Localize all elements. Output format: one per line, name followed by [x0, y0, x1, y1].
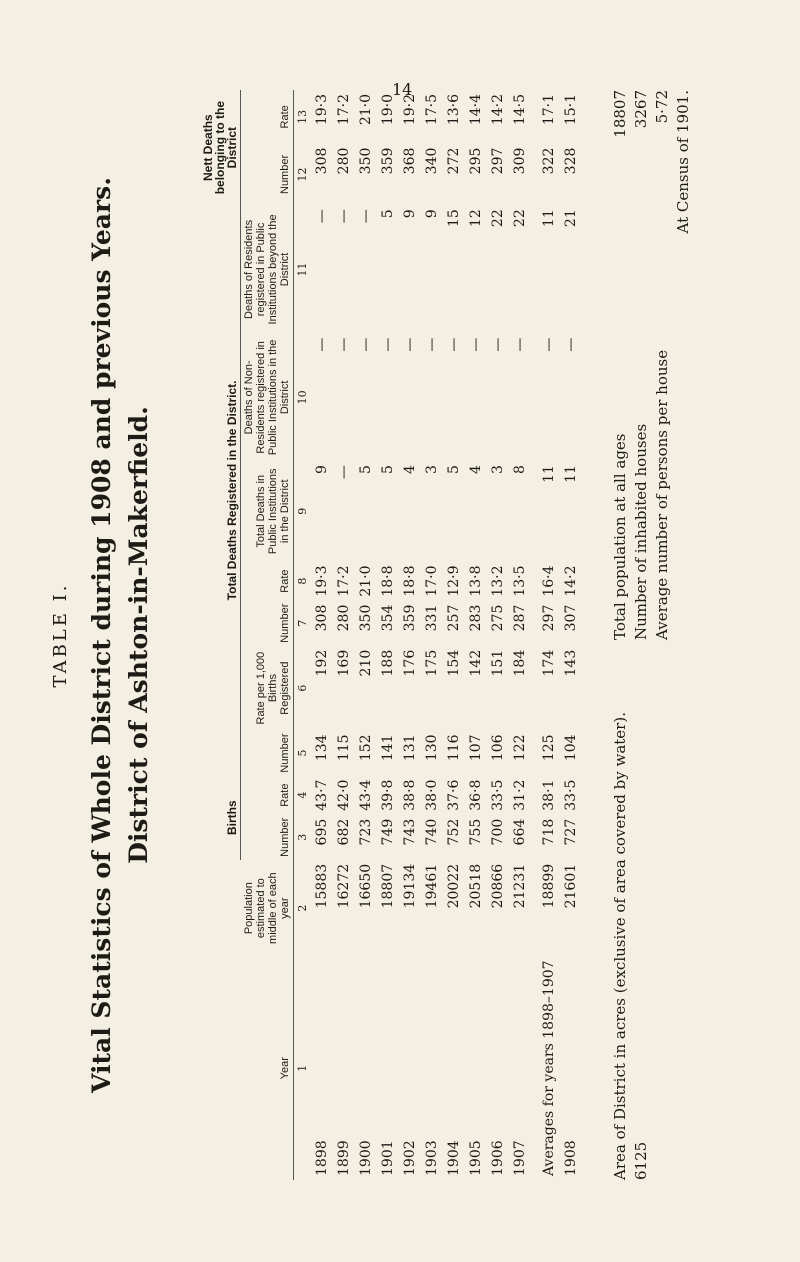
- cell-population: 21601: [563, 863, 579, 909]
- cell-nett-num: 359: [380, 147, 396, 175]
- cell-inf-num: 122: [512, 734, 528, 762]
- cell-nett-num: 340: [424, 147, 440, 175]
- cell-res: 22: [490, 209, 506, 228]
- houses-label: Number of inhabited houses: [632, 423, 650, 640]
- cell-res: —: [358, 209, 374, 224]
- cell-population: 15883: [314, 863, 330, 909]
- cell-all-num: 283: [468, 604, 484, 632]
- cell-res: 5: [380, 209, 396, 219]
- cell-nonres: —: [468, 337, 484, 352]
- cell-population: 21231: [512, 863, 528, 909]
- page-number: 14: [392, 80, 413, 99]
- cell-res: 15: [446, 209, 462, 228]
- births-number-header: Number: [241, 815, 294, 860]
- table-row: [421, 90, 443, 1180]
- cell-all-num: 359: [402, 604, 418, 632]
- cell-nett-num: 322: [541, 147, 557, 175]
- cell-inf-rate: 192: [314, 649, 330, 677]
- cell-inf-rate: 176: [402, 649, 418, 677]
- cell-birth-rate: 33·5: [490, 779, 506, 811]
- column-numbers-row: [294, 90, 312, 1180]
- cell-inf-rate: 169: [336, 649, 352, 677]
- cell-inf-rate: 175: [424, 649, 440, 677]
- cell-all-rate: 13·5: [512, 565, 528, 597]
- table-row: [399, 90, 421, 1180]
- cell-pub: 11: [541, 465, 557, 483]
- cell-birth-rate: 31·2: [512, 779, 528, 811]
- cell-all-num: 350: [358, 604, 374, 632]
- cell-res: 21: [563, 209, 579, 228]
- cell-birth-rate: 42·0: [336, 779, 352, 811]
- table-row: [311, 90, 333, 1180]
- rotated-document: [50, 90, 770, 1180]
- cell-nonres: —: [314, 337, 330, 352]
- allages-number-header: Number: [241, 601, 294, 646]
- cell-births: 752: [446, 818, 462, 846]
- cell-nett-rate: 14·5: [512, 94, 528, 126]
- cell-year: 1902: [402, 1140, 418, 1176]
- col-num: 9: [296, 507, 309, 515]
- cell-birth-rate: 38·1: [541, 779, 557, 811]
- cell-birth-rate: 38·0: [424, 779, 440, 811]
- cell-all-rate: 19·3: [314, 565, 330, 597]
- col-population-header: Population estimated to middle of each year: [200, 860, 294, 957]
- cell-all-num: 257: [446, 604, 462, 632]
- cell-population: 18807: [380, 863, 396, 909]
- cell-nett-num: 295: [468, 147, 484, 175]
- cell-all-num: 287: [512, 604, 528, 632]
- pop-label: Total population at all ages: [611, 433, 629, 640]
- cell-year: 1903: [424, 1140, 440, 1176]
- cell-all-rate: 13·2: [490, 565, 506, 597]
- cell-year: 1904: [446, 1140, 462, 1176]
- area-text: Area of District in acres (exclusive of area covered by water).: [611, 712, 629, 1180]
- cell-nett-rate: 17·1: [541, 94, 557, 126]
- cell-birth-rate: 38·8: [402, 779, 418, 811]
- cell-year: Averages for years 1898–1907: [541, 960, 557, 1176]
- cell-inf-rate: 174: [541, 649, 557, 677]
- cell-births: 755: [468, 818, 484, 846]
- cell-nett-num: 368: [402, 147, 418, 175]
- title-line-1: Vital Statistics of Whole District during 1908 and previous Years.: [87, 177, 116, 1093]
- cell-births: 682: [336, 818, 352, 846]
- cell-res: 11: [541, 209, 557, 228]
- cell-births: 695: [314, 818, 330, 846]
- area-value: 6125: [632, 1141, 650, 1180]
- col-num: 4: [296, 791, 309, 799]
- cell-all-num: 280: [336, 604, 352, 632]
- cell-nett-num: 309: [512, 147, 528, 175]
- cell-all-rate: 17·0: [424, 565, 440, 597]
- cell-nett-rate: 14·2: [490, 94, 506, 126]
- table-row: [509, 90, 531, 1180]
- cell-population: 16650: [358, 863, 374, 909]
- cell-nonres: —: [336, 337, 352, 352]
- cell-nett-num: 308: [314, 147, 330, 175]
- cell-population: 16272: [336, 863, 352, 909]
- cell-res: —: [314, 209, 330, 224]
- cell-all-rate: 13·8: [468, 565, 484, 597]
- cell-population: 20022: [446, 863, 462, 909]
- title-line-2: District of Ashton-in-Makerfield.: [124, 406, 153, 864]
- cell-births: 718: [541, 818, 557, 846]
- cell-birth-rate: 43·7: [314, 779, 330, 811]
- cell-births: 749: [380, 818, 396, 846]
- cell-nett-num: 297: [490, 147, 506, 175]
- col-num: 8: [296, 577, 309, 585]
- header: [50, 90, 153, 1180]
- cell-all-rate: 21·0: [358, 565, 374, 597]
- nonresidents-header: Deaths of Non-Residents registered in Public Institutions in the District: [241, 334, 294, 461]
- cell-nett-rate: 15·1: [563, 94, 579, 126]
- cell-nonres: —: [358, 337, 374, 352]
- cell-inf-num: 130: [424, 734, 440, 762]
- cell-nett-rate: 21·0: [358, 94, 374, 126]
- cell-pub: 8: [512, 465, 528, 475]
- table-row: [377, 90, 399, 1180]
- col-num: 2: [296, 904, 309, 912]
- cell-year: 1907: [512, 1140, 528, 1176]
- cell-inf-num: 134: [314, 734, 330, 762]
- table-row: [333, 90, 355, 1180]
- col-num: 7: [296, 619, 309, 627]
- table-row: [465, 90, 487, 1180]
- cell-nett-num: 350: [358, 147, 374, 175]
- cell-nett-rate: 19·0: [380, 94, 396, 126]
- cell-all-num: 297: [541, 604, 557, 632]
- deaths-group-header: Total Deaths Registered in the District.: [200, 205, 241, 775]
- cell-births: 664: [512, 818, 528, 846]
- cell-inf-num: 104: [563, 734, 579, 762]
- cell-inf-num: 106: [490, 734, 506, 762]
- cell-res: 9: [402, 209, 418, 219]
- cell-pub: 5: [358, 465, 374, 475]
- cell-inf-num: 107: [468, 734, 484, 762]
- cell-res: 12: [468, 209, 484, 228]
- cell-all-rate: 16·4: [541, 565, 557, 597]
- persons-value: 5·72: [653, 90, 671, 124]
- cell-pub: 5: [380, 465, 396, 475]
- cell-pub: 4: [402, 465, 418, 475]
- table-row: [443, 90, 465, 1180]
- cell-res: —: [336, 209, 352, 224]
- cell-nonres: —: [563, 337, 579, 352]
- col-num: 5: [296, 749, 309, 757]
- cell-nonres: —: [512, 337, 528, 352]
- cell-population: 19461: [424, 863, 440, 909]
- cell-all-rate: 17·2: [336, 565, 352, 597]
- cell-pub: 11: [563, 465, 579, 483]
- cell-inf-num: 141: [380, 734, 396, 762]
- table-row: [531, 90, 560, 1180]
- col-num: 13: [296, 109, 309, 124]
- houses-value: 3267: [632, 90, 650, 129]
- cell-births: 700: [490, 818, 506, 846]
- persons-label: Average number of persons per house: [653, 349, 671, 640]
- cell-nett-rate: 14·4: [468, 94, 484, 126]
- cell-all-rate: 14·2: [563, 565, 579, 597]
- table-row: [487, 90, 509, 1180]
- cell-year: 1898: [314, 1140, 330, 1176]
- cell-nett-num: 272: [446, 147, 462, 175]
- cell-inf-num: 115: [336, 734, 352, 762]
- cell-pub: —: [336, 465, 352, 480]
- pop-value: 18807: [611, 90, 629, 138]
- public-inst-header: Total Deaths in Public Institutions in the District: [241, 461, 294, 561]
- cell-population: 20866: [490, 863, 506, 909]
- cell-births: 723: [358, 818, 374, 846]
- cell-birth-rate: 36·8: [468, 779, 484, 811]
- cell-population: 18899: [541, 863, 557, 909]
- cell-births: 727: [563, 818, 579, 846]
- cell-inf-rate: 154: [446, 649, 462, 677]
- cell-nonres: —: [424, 337, 440, 352]
- cell-births: 743: [402, 818, 418, 846]
- cell-all-num: 331: [424, 604, 440, 632]
- cell-nonres: —: [402, 337, 418, 352]
- cell-pub: 3: [490, 465, 506, 475]
- cell-res: 9: [424, 209, 440, 219]
- cell-pub: 3: [424, 465, 440, 475]
- nett-number-header: Number: [241, 144, 294, 206]
- area-note: [610, 700, 652, 1180]
- col-num: 11: [296, 262, 309, 277]
- cell-inf-rate: 143: [563, 649, 579, 677]
- cell-inf-rate: 210: [358, 649, 374, 677]
- cell-population: 19134: [402, 863, 418, 909]
- cell-inf-rate: 151: [490, 649, 506, 677]
- cell-year: 1900: [358, 1140, 374, 1176]
- cell-all-num: 308: [314, 604, 330, 632]
- col-num: 1: [296, 1064, 309, 1072]
- col-num: 3: [296, 833, 309, 841]
- under1-number-header: Number: [241, 730, 294, 775]
- cell-year: 1899: [336, 1140, 352, 1176]
- cell-inf-num: 131: [402, 734, 418, 762]
- residents-header: Deaths of Residents registered in Public Institutions beyond the District: [241, 205, 294, 333]
- cell-births: 740: [424, 818, 440, 846]
- cell-year: 1901: [380, 1140, 396, 1176]
- cell-nonres: —: [446, 337, 462, 352]
- cell-birth-rate: 33·5: [563, 779, 579, 811]
- births-rate-header: Rate: [241, 776, 294, 815]
- table-label: TABLE I.: [50, 582, 71, 688]
- cell-all-num: 307: [563, 604, 579, 632]
- table-row: [355, 90, 377, 1180]
- nett-group-header: Nett Deaths belonging to the District: [200, 90, 241, 205]
- census-note: At Census of 1901.: [674, 90, 692, 234]
- cell-inf-rate: 184: [512, 649, 528, 677]
- cell-inf-num: 152: [358, 734, 374, 762]
- cell-all-rate: 18·8: [380, 565, 396, 597]
- cell-nonres: —: [380, 337, 396, 352]
- vital-statistics-table: [200, 90, 582, 1180]
- cell-inf-num: 125: [541, 734, 557, 762]
- cell-birth-rate: 43·4: [358, 779, 374, 811]
- cell-nett-num: 280: [336, 147, 352, 175]
- cell-nett-rate: 13·6: [446, 94, 462, 126]
- table-row: [560, 90, 582, 1180]
- cell-population: 20518: [468, 863, 484, 909]
- cell-all-num: 275: [490, 604, 506, 632]
- cell-nett-rate: 17·5: [424, 94, 440, 126]
- census-summary: [610, 90, 694, 640]
- cell-inf-num: 116: [446, 734, 462, 762]
- cell-nett-rate: 19·2: [402, 94, 418, 126]
- cell-inf-rate: 188: [380, 649, 396, 677]
- cell-all-rate: 18·8: [402, 565, 418, 597]
- allages-rate-header: Rate: [241, 561, 294, 600]
- col-num: 10: [296, 390, 309, 405]
- cell-nett-num: 328: [563, 147, 579, 175]
- col-num: 6: [296, 684, 309, 692]
- cell-year: 1906: [490, 1140, 506, 1176]
- cell-nonres: —: [541, 337, 557, 352]
- col-year-header: Year: [200, 956, 294, 1180]
- cell-pub: 5: [446, 465, 462, 475]
- cell-nett-rate: 17·2: [336, 94, 352, 126]
- cell-pub: 4: [468, 465, 484, 475]
- cell-all-num: 354: [380, 604, 396, 632]
- cell-birth-rate: 39·8: [380, 779, 396, 811]
- cell-res: 22: [512, 209, 528, 228]
- births-group-header: Births: [200, 776, 241, 860]
- cell-birth-rate: 37·6: [446, 779, 462, 811]
- under1-rate-header: Rate per 1,000 Births Registered: [241, 646, 294, 731]
- nett-rate-header: Rate: [241, 90, 294, 144]
- cell-year: 1905: [468, 1140, 484, 1176]
- cell-nonres: —: [490, 337, 506, 352]
- cell-inf-rate: 142: [468, 649, 484, 677]
- cell-nett-rate: 19·3: [314, 94, 330, 126]
- cell-all-rate: 12·9: [446, 565, 462, 597]
- cell-year: 1908: [563, 1140, 579, 1176]
- col-num: 12: [296, 167, 309, 182]
- cell-pub: 9: [314, 465, 330, 475]
